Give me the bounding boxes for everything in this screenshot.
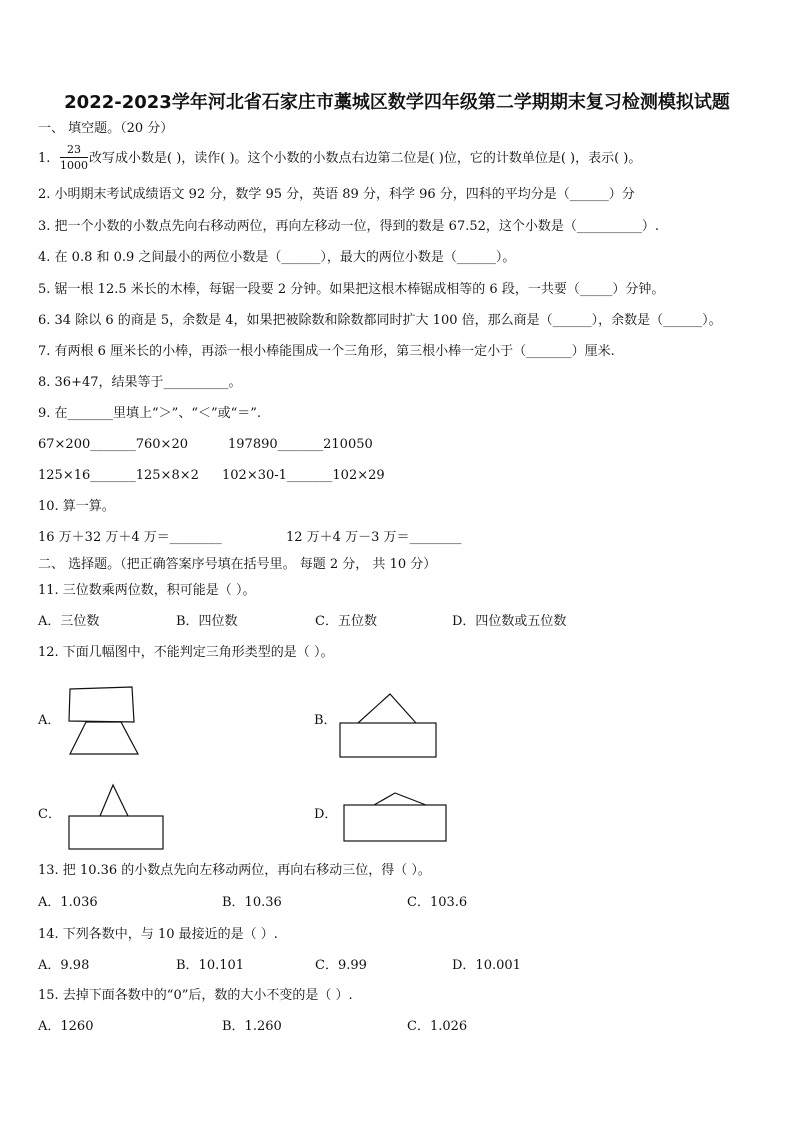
q14-stem: 14. 下列各数中，与 10 最接近的是（ ）. xyxy=(38,927,278,942)
q13-option-b: B．10.36 xyxy=(222,895,282,910)
q3-text: 3. 把一个小数的小数点先向右移动两位，再向左移动一位，得到的数是 67.52，这个小数是（__________）. xyxy=(38,219,660,234)
q14-option-d: D．10.001 xyxy=(452,958,521,973)
q13-stem: 13. 把 10.36 的小数点先向左移动两位，再向右移动三位，得（ ）。 xyxy=(38,863,431,878)
q13-option-a: A．1.036 xyxy=(38,895,98,910)
q10-item-b: 12 万＋4 万－3 万＝________ xyxy=(286,530,462,545)
q12-label-d: D． xyxy=(314,807,338,822)
q12-label-c: C． xyxy=(38,807,61,822)
q1-fraction-denominator: 1000 xyxy=(60,159,88,172)
q9-stem: 9. 在_______里填上“＞”、“＜”或“＝”. xyxy=(38,406,262,421)
q11-stem: 11. 三位数乘两位数，积可能是（ ）。 xyxy=(38,583,256,598)
q12-figure-a xyxy=(60,684,150,758)
q15-option-c: C．1.026 xyxy=(407,1019,468,1034)
q11-option-a: A．三位数 xyxy=(38,614,100,629)
q13-option-c: C．103.6 xyxy=(407,895,468,910)
q12-figure-c xyxy=(66,782,168,852)
page-title: 2022-2023学年河北省石家庄市藁城区数学四年级第二学期期末复习检测模拟试题 xyxy=(64,92,730,113)
section-1-heading: 一、 填空题。（20 分） xyxy=(38,121,174,136)
q9-item-1: 67×200_______760×20 xyxy=(38,437,188,452)
q11-option-d: D．四位数或五位数 xyxy=(452,614,567,629)
q8-text: 8. 36+47，结果等于__________。 xyxy=(38,375,242,390)
q9-item-3: 125×16_______125×8×2 xyxy=(38,468,199,483)
q12-label-b: B． xyxy=(314,713,337,728)
q12-figure-d xyxy=(340,786,452,846)
q15-option-b: B．1.260 xyxy=(222,1019,282,1034)
q15-option-a: A．1260 xyxy=(38,1019,94,1034)
q4-text: 4. 在 0.8 和 0.9 之间最小的两位小数是（______），最大的两位小数是（______）。 xyxy=(38,250,516,265)
q7-text: 7. 有两根 6 厘米长的小棒，再添一根小棒能围成一个三角形，第三根小棒一定小于（_______）厘米. xyxy=(38,344,615,359)
q14-option-b: B．10.101 xyxy=(176,958,245,973)
section-2-heading: 二、 选择题。（把正确答案序号填在括号里。 每题 2 分， 共 10 分） xyxy=(38,557,437,572)
q1-number: 1. xyxy=(38,151,51,166)
q1-fraction-numerator: 23 xyxy=(60,143,88,158)
q1-fraction xyxy=(60,143,88,172)
q15-stem: 15. 去掉下面各数中的“0”后，数的大小不变的是（ ）. xyxy=(38,988,353,1003)
q10-stem: 10. 算一算。 xyxy=(38,499,115,514)
q9-item-4: 102×30-1_______102×29 xyxy=(222,468,385,483)
q2-text: 2. 小明期末考试成绩语文 92 分，数学 95 分，英语 89 分，科学 96 分，四科的平均分是（______）分 xyxy=(38,187,635,202)
q9-item-2: 197890_______210050 xyxy=(228,437,373,452)
q12-figure-b xyxy=(336,688,440,760)
q11-option-b: B．四位数 xyxy=(176,614,238,629)
q5-text: 5. 锯一根 12.5 米长的木棒，每锯一段要 2 分钟。如果把这根木棒锯成相等的 6 段，一共要（_____）分钟。 xyxy=(38,282,665,297)
q12-stem: 12. 下面几幅图中，不能判定三角形类型的是（ ）。 xyxy=(38,645,334,660)
q10-item-a: 16 万＋32 万＋4 万＝________ xyxy=(38,530,222,545)
q6-text: 6. 34 除以 6 的商是 5，余数是 4，如果把被除数和除数都同时扩大 100 倍，那么商是（______），余数是（______）。 xyxy=(38,313,722,328)
q1-text: 改写成小数是( )，读作( )。这个小数的小数点右边第二位是( )位，它的计数单位是( )，表示( )。 xyxy=(89,151,642,166)
q14-option-a: A．9.98 xyxy=(38,958,90,973)
q11-option-c: C．五位数 xyxy=(315,614,377,629)
q12-label-a: A． xyxy=(38,713,61,728)
q14-option-c: C．9.99 xyxy=(315,958,367,973)
